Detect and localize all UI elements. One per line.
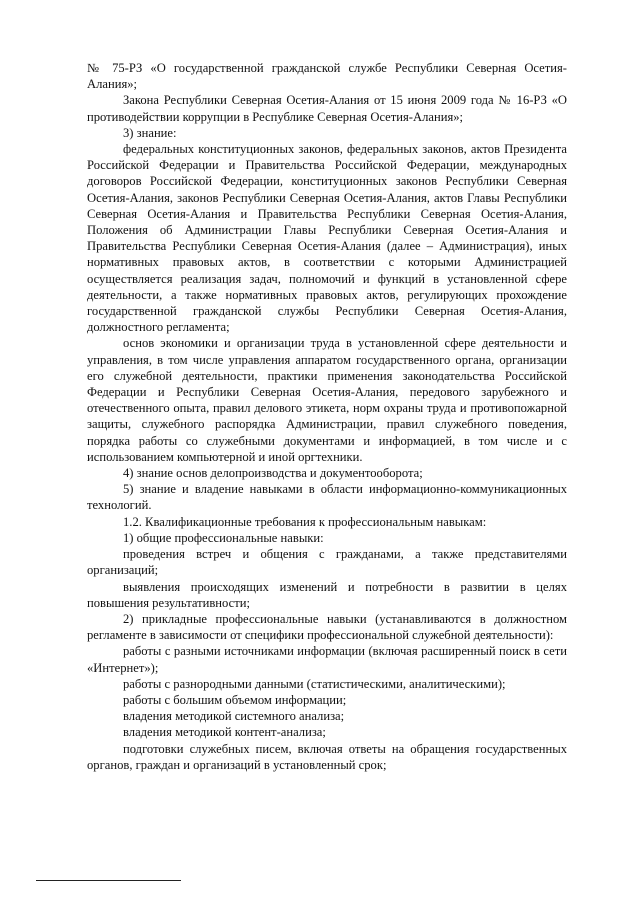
- paragraph-ict-skills: 5) знание и владение навыками в области информационно-коммуникационных технологий.: [87, 482, 567, 513]
- paragraph-system-analysis: владения методикой системного анализа;: [123, 709, 345, 724]
- paragraph-knowledge-heading: 3) знание:: [123, 125, 177, 140]
- document-body: [87, 60, 567, 773]
- paragraph-federal-laws: федеральных конституционных законов, федеральных законов, актов Президента Российской Федерации и Правительства Российской Федерации, международных договоров Российской Федерации, конституционных законов Республики Северная Осетия-Алания, законов Республики Северная Осетия-Алания, актов Главы Республики Северная Осетия-Алания и Правительства Республики Северная Осетия-Алания, Положения об Администрации Главы Республики Северная Осетия-Алания и Правительства Республики Северная Осетия-Алания (далее – Администрация), иных нормативных правовых актов, в соответствии с которыми Администрацией осуществляется реализация задач, полномочий и функций в установленной сфере деятельности, а также нормативных правовых актов, регулирующих прохождение государственной гражданской службы Республики Северная Осетия-Алания, должностного регламента;: [87, 142, 567, 335]
- paragraph-law-75: № 75-РЗ «О государственной гражданской службе Республики Северная Осетия-Алания»;: [87, 61, 567, 92]
- paragraph-large-volume: работы с большим объемом информации;: [123, 692, 347, 707]
- paragraph-meetings: проведения встреч и общения с гражданами, а также представителями организаций;: [87, 547, 567, 578]
- footnote-divider: [36, 880, 181, 881]
- paragraph-economics-basics: основ экономики и организации труда в установленной сфере деятельности и управления, в том числе управления аппаратом государственного органа, организации его служебной деятельности, практики применения законодательства Российской Федерации и Республики Северная Осетия-Алания, передового зарубежного и отечественного опыта, правил делового этикета, норм охраны труда и противопожарной защиты, служебного распорядка Администрации, правил служебного поведения, порядка работы со служебными документами и информацией, в том числе и с использованием компьютерной и иной оргтехники.: [87, 336, 567, 464]
- paragraph-changes: выявления происходящих изменений и потребности в развитии в целях повышения результативности;: [87, 579, 567, 610]
- paragraph-heterogeneous-data: работы с разнородными данными (статистическими, аналитическими);: [123, 676, 506, 691]
- paragraph-info-sources: работы с разными источниками информации (включая расширенный поиск в сети «Интернет»);: [87, 644, 567, 675]
- paragraph-general-skills: 1) общие профессиональные навыки:: [123, 530, 324, 545]
- paragraph-law-16: Закона Республики Северная Осетия-Алания от 15 июня 2009 года № 16-РЗ «О противодействии коррупции в Республике Северная Осетия-Алания»;: [87, 93, 567, 124]
- paragraph-section-1-2: 1.2. Квалификационные требования к профессиональным навыкам:: [123, 514, 487, 529]
- paragraph-records-management: 4) знание основ делопроизводства и документооборота;: [123, 466, 423, 481]
- paragraph-applied-skills: 2) прикладные профессиональные навыки (устанавливаются в должностном регламенте в зависимости от специфики профессиональной служебной деятельности):: [87, 611, 567, 643]
- paragraph-official-letters: подготовки служебных писем, включая ответы на обращения государственных органов, граждан и организаций в установленный срок;: [87, 741, 567, 772]
- paragraph-content-analysis: владения методикой контент-анализа;: [123, 725, 326, 740]
